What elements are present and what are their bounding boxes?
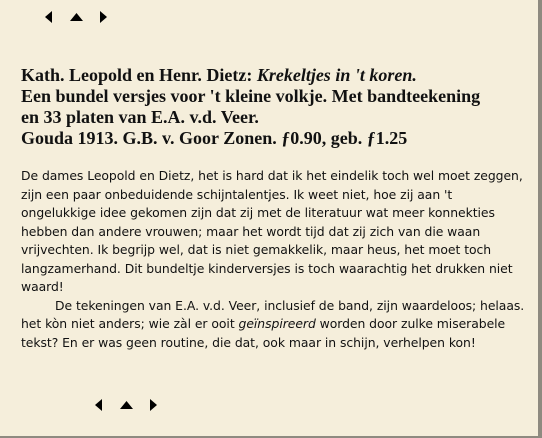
review-paragraph-1: De dames Leopold en Dietz, het is hard dat ik het eindelik toch wel moet zeggen, zijn een paar onbeduidende schijntalentjes. Ik weet niet, hoe zij aan 't ongelukkige idee gekomen zijn dat zij met de literatuur wat meer konnekties hebben dan andere vrouwen; maar het wordt tijd dat zij zich van die waan vrijvechten. Ik begrijp wel, dat is niet gemakkelik, maar heus, het moet toch langzamerhand. Dit bundeltje kinderversjes is toch waarachtig het drukken niet waard! xyxy=(21,168,523,294)
up-index-button-bottom[interactable] xyxy=(117,397,135,413)
up-index-button[interactable] xyxy=(67,9,85,25)
book-publication: Gouda 1913. G.B. v. Goor Zonen. ƒ0.90, geb. ƒ1.25 xyxy=(21,128,408,148)
previous-page-button[interactable] xyxy=(40,9,58,25)
triangle-left-icon xyxy=(95,399,103,411)
book-authors: Kath. Leopold en Henr. Dietz: xyxy=(21,65,257,85)
triangle-right-icon xyxy=(99,11,107,23)
next-page-button[interactable] xyxy=(94,9,112,25)
book-illustrations: en 33 platen van E.A. v.d. Veer. xyxy=(21,107,259,127)
book-title: Krekeltjes in 't koren. xyxy=(256,65,417,85)
review-paragraph-2-part-a: De tekeningen van E.A. v.d. Veer, inclusief de band, zijn waardeloos; helaas. het kòn niet anders; wie zàl er ooit xyxy=(21,297,525,331)
triangle-up-icon xyxy=(70,13,83,21)
book-subtitle: Een bundel versjes voor 't kleine volkje. Met bandteekening xyxy=(21,86,481,106)
top-navigation xyxy=(40,9,121,25)
review-text xyxy=(21,167,531,352)
review-emphasis: geïnspireerd xyxy=(238,316,316,331)
review-paragraph-2-part-b: worden door zulke miserabele tekst? En er was geen routine, die dat, ook maar in schijn, verhelpen kon! xyxy=(21,316,506,350)
triangle-up-icon xyxy=(120,401,133,409)
triangle-left-icon xyxy=(45,11,53,23)
review-paragraph-2 xyxy=(21,297,531,353)
previous-page-button-bottom[interactable] xyxy=(90,397,108,413)
triangle-right-icon xyxy=(149,399,157,411)
next-page-button-bottom[interactable] xyxy=(144,397,162,413)
book-heading xyxy=(21,65,531,149)
bottom-navigation xyxy=(90,397,171,413)
window-right-border xyxy=(538,0,542,438)
